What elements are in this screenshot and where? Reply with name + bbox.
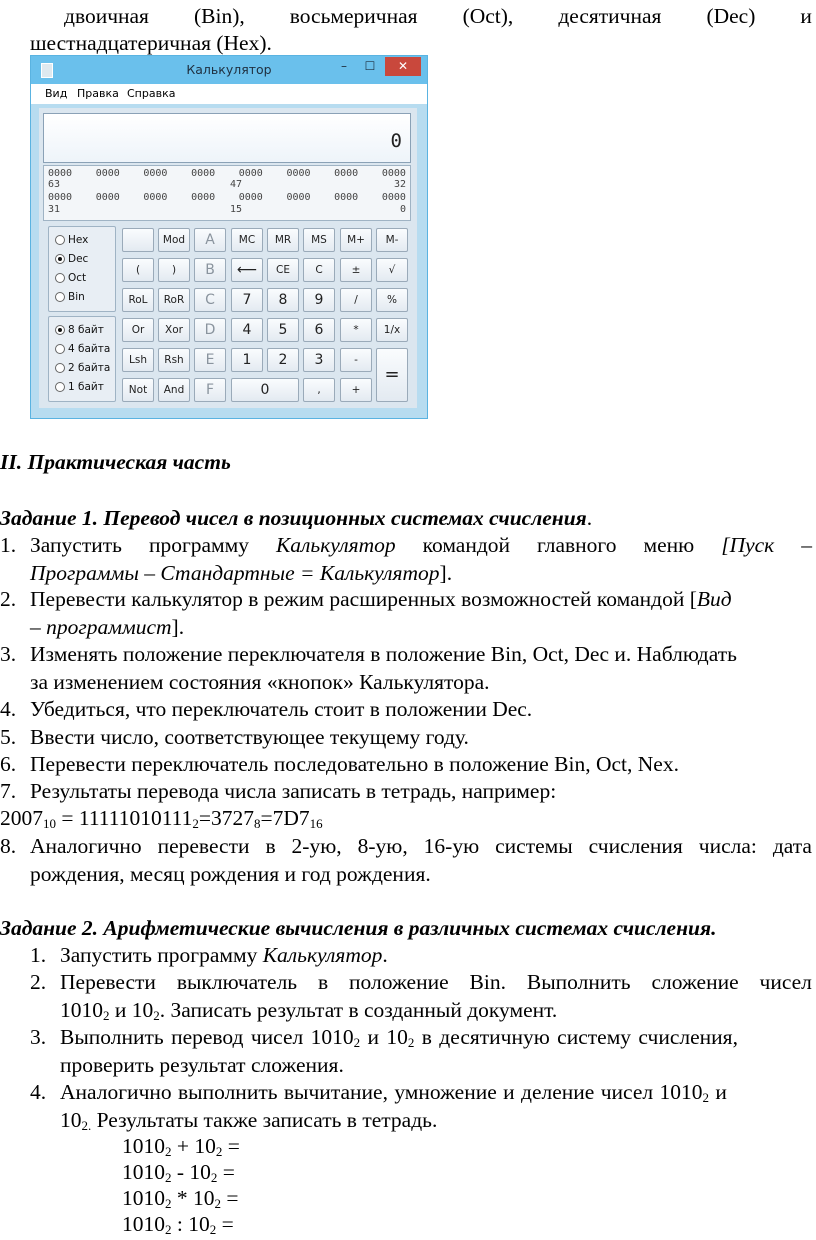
task2-item-3 — [30, 1023, 812, 1079]
section-title: II. Практическая часть — [0, 450, 231, 474]
bit-group: 0000 — [238, 192, 263, 203]
radio-label: Dec — [68, 253, 89, 265]
item-text: ]. — [171, 615, 185, 639]
equation-add — [122, 1132, 240, 1160]
item-line — [60, 1023, 812, 1051]
key-5[interactable]: 5 — [267, 318, 299, 342]
base-subscript: 2 — [210, 1170, 218, 1185]
equation-divide — [122, 1210, 234, 1238]
example-value: 11111010111 — [78, 806, 193, 830]
bit-label: 47 — [230, 179, 243, 190]
radio-label: 1 байт — [68, 381, 104, 393]
item-text: . Записать результат в созданный документ. — [159, 998, 558, 1022]
word: главного — [537, 533, 617, 557]
key-c[interactable]: C — [303, 258, 335, 282]
equation-subtract — [122, 1158, 235, 1186]
bit-group: 0000 — [334, 192, 359, 203]
item-line — [60, 996, 557, 1024]
item-text: Убедиться, что переключатель стоит в положении Dec. — [30, 697, 533, 721]
bit-group: 0000 — [48, 192, 73, 203]
radio-circle — [55, 292, 65, 302]
title-bar — [31, 56, 427, 84]
operator: + — [171, 1134, 195, 1158]
item-text: . — [382, 943, 388, 967]
item-text: в десятичную систему счисления, — [414, 1025, 738, 1049]
key-mod[interactable]: Mod — [158, 228, 190, 252]
bit-group: 0000 — [95, 192, 120, 203]
key-and[interactable]: And — [158, 378, 190, 402]
radio-oct[interactable] — [55, 272, 86, 284]
bit-label: 0 — [399, 204, 406, 215]
key-hex-c[interactable]: C — [194, 288, 226, 312]
radio-circle — [55, 273, 65, 283]
base-radio-group — [48, 226, 116, 312]
word: счисления — [588, 834, 683, 858]
bit-group: 0000 — [286, 192, 311, 203]
word: 8-ую, — [357, 834, 408, 858]
key-blank[interactable] — [122, 228, 154, 252]
base-subscript: 2 — [153, 1008, 160, 1023]
radio-label: 2 байта — [68, 362, 111, 374]
bit-group: 0000 — [286, 168, 311, 179]
item-line: Изменять положение переключателя в положение Bin, Oct, Dec и. Наблюдать — [30, 642, 737, 666]
item-line — [60, 1078, 727, 1106]
key-sqrt[interactable]: √ — [376, 258, 408, 282]
base-subscript: 2. — [81, 1118, 92, 1133]
word-size-radio-group — [48, 316, 116, 402]
task1-title-line — [0, 504, 592, 532]
key-b[interactable]: B — [194, 258, 226, 282]
item-line — [60, 968, 812, 996]
item-line — [60, 941, 388, 969]
radio-circle — [55, 344, 65, 354]
task2-item-2 — [30, 968, 812, 1024]
word: Bin. — [469, 970, 506, 994]
radio-circle — [55, 235, 65, 245]
word: в — [265, 834, 276, 858]
word: в — [318, 970, 329, 994]
key-m-plus[interactable]: M+ — [340, 228, 372, 252]
operator: * — [171, 1186, 193, 1210]
word: Запустить — [30, 533, 122, 557]
word: (Bin), — [193, 4, 245, 28]
item-number: 4. — [30, 1080, 47, 1104]
item-line — [30, 832, 812, 860]
operand: 1010 — [122, 1186, 165, 1210]
key-multiply[interactable]: * — [340, 318, 372, 342]
item-line: рождения, месяц рождения и год рождения. — [30, 862, 431, 886]
base-subscript: 2 — [165, 1222, 172, 1237]
item-text: и 10 — [360, 1025, 408, 1049]
item-text: Результаты также записать в тетрадь. — [91, 1108, 438, 1132]
item-text: ]. — [439, 561, 453, 585]
item-number: 1. — [30, 943, 47, 967]
key-1[interactable]: 1 — [231, 348, 263, 372]
word: Калькулятор — [276, 533, 396, 557]
key-open-paren[interactable]: ( — [122, 258, 154, 282]
task2-item-4 — [30, 1078, 812, 1134]
key-6[interactable]: 6 — [303, 318, 335, 342]
word: (Dec) — [706, 4, 756, 28]
key-rol[interactable]: RoL — [122, 288, 154, 312]
base-subscript: 2 — [165, 1144, 172, 1159]
radio-4-bytes[interactable] — [55, 343, 110, 355]
item-number: 8. — [0, 834, 17, 858]
key-decimal[interactable]: , — [303, 378, 335, 402]
item-text: и — [709, 1080, 727, 1104]
example-base: 8 — [254, 816, 261, 831]
task1-item-8 — [0, 832, 812, 888]
word: Выполнить — [526, 970, 631, 994]
radio-label: 8 байт — [68, 324, 104, 336]
menu-help[interactable]: Справка — [127, 87, 176, 100]
operator: - — [171, 1160, 190, 1184]
word: положение — [349, 970, 449, 994]
word: системы — [495, 834, 573, 858]
key-0[interactable]: 0 — [231, 378, 299, 402]
operand: 10 — [188, 1212, 210, 1236]
word: Перевести — [60, 970, 156, 994]
radio-1-byte[interactable] — [55, 381, 104, 393]
word: – — [801, 533, 812, 557]
display — [43, 113, 411, 163]
close-button[interactable]: ✕ — [385, 57, 421, 76]
word: командой — [422, 533, 511, 557]
radio-circle — [55, 363, 65, 373]
equals: = — [217, 1160, 235, 1184]
word: выключатель — [176, 970, 298, 994]
example-base: 16 — [309, 816, 323, 831]
base-subscript: 2 — [353, 1035, 361, 1050]
maximize-button[interactable]: ☐ — [364, 59, 376, 73]
item-text: Ввести число, соответствующее текущему году. — [30, 725, 469, 749]
radio-circle — [55, 254, 65, 264]
key-divide[interactable]: / — [340, 288, 372, 312]
base-subscript: 2 — [165, 1196, 172, 1211]
item-text: Вид — [696, 587, 732, 611]
base-subscript: 2 — [407, 1035, 415, 1050]
word: и — [800, 4, 812, 28]
operand: 1010 — [122, 1134, 165, 1158]
word: (Oct), — [462, 4, 514, 28]
equation-multiply — [122, 1184, 239, 1212]
item-text: 1010 — [60, 998, 103, 1022]
conversion-example: $2007_{10} = 11111010111_2=3727_8=7D7_{16}$ — [0, 806, 323, 831]
radio-label: Bin — [68, 291, 85, 303]
key-rsh[interactable]: Rsh — [158, 348, 190, 372]
word: десятичная — [558, 4, 662, 28]
bit-label: 63 — [48, 179, 61, 190]
key-3[interactable]: 3 — [303, 348, 335, 372]
intro-line2: шестнадцатеричная (Hex). — [30, 31, 272, 55]
key-plus[interactable]: + — [340, 378, 372, 402]
bit-row-2 — [48, 192, 406, 203]
minimize-button[interactable]: – — [341, 59, 347, 73]
bit-group: 0000 — [238, 168, 263, 179]
item-number: 2. — [0, 587, 17, 611]
key-a[interactable]: A — [194, 228, 226, 252]
word: дата — [772, 834, 812, 858]
bit-label: 15 — [230, 204, 243, 215]
item-number: 2. — [30, 970, 47, 994]
base-subscript: 2 — [209, 1222, 217, 1237]
item-text: Запустить программу — [60, 943, 263, 967]
task1-title: Задание 1. Перевод чисел в позиционных системах счисления — [0, 506, 587, 530]
key-e[interactable]: E — [194, 348, 226, 372]
equals: = — [222, 1134, 240, 1158]
radio-hex[interactable] — [55, 234, 88, 246]
word: числа: — [698, 834, 757, 858]
word: перевести — [157, 834, 250, 858]
key-minus[interactable]: - — [340, 348, 372, 372]
operand: 10 — [189, 1160, 211, 1184]
word: восьмеричная — [289, 4, 418, 28]
menu-edit[interactable]: Правка — [77, 87, 119, 100]
item-line — [30, 559, 452, 587]
key-close-paren[interactable]: ) — [158, 258, 190, 282]
word: меню — [643, 533, 695, 557]
key-equals[interactable]: = — [376, 348, 408, 402]
key-reciprocal[interactable]: 1/x — [376, 318, 408, 342]
key-8[interactable]: 8 — [267, 288, 299, 312]
bit-group: 0000 — [191, 168, 216, 179]
key-percent[interactable]: % — [376, 288, 408, 312]
item-line: проверить результат сложения. — [60, 1053, 344, 1077]
item-number: 3. — [30, 1025, 47, 1049]
item-text: Перевести калькулятор в режим расширенных возможностей командой [ — [30, 587, 697, 611]
item-line — [60, 1106, 437, 1134]
key-9[interactable]: 9 — [303, 288, 335, 312]
operator: : — [171, 1212, 189, 1236]
key-not[interactable]: Not — [122, 378, 154, 402]
base-subscript: 2 — [215, 1144, 223, 1159]
operand: 1010 — [122, 1212, 165, 1236]
item-text: Перевести переключатель последовательно в положение Bin, Oct, Nex. — [30, 752, 679, 776]
operand: 10 — [193, 1186, 215, 1210]
key-mr[interactable]: MR — [267, 228, 299, 252]
radio-2-bytes[interactable] — [55, 362, 110, 374]
bit-label: 32 — [393, 179, 406, 190]
key-ce[interactable]: CE — [267, 258, 299, 282]
equals: = — [216, 1212, 234, 1236]
calculator-window — [30, 55, 428, 419]
key-4[interactable]: 4 — [231, 318, 263, 342]
key-ms[interactable]: MS — [303, 228, 335, 252]
word: программу — [148, 533, 250, 557]
key-or[interactable]: Or — [122, 318, 154, 342]
item-line — [30, 531, 812, 559]
menu-bar — [31, 84, 427, 104]
item-number: 7. — [0, 779, 17, 803]
example-value: 3727 — [211, 806, 254, 830]
bit-group: 0000 — [191, 192, 216, 203]
item-text: Результаты перевода числа записать в тетрадь, например: — [30, 779, 557, 803]
item-number: 1. — [0, 533, 17, 557]
key-lsh[interactable]: Lsh — [122, 348, 154, 372]
word: чисел — [759, 970, 812, 994]
key-mc[interactable]: MC — [231, 228, 263, 252]
item-text: Программы – Стандартные = Калькулятор — [30, 561, 440, 585]
word: 2-ую, — [291, 834, 342, 858]
key-backspace[interactable]: ⟵ — [231, 258, 263, 282]
bit-row-1 — [48, 168, 406, 179]
key-f[interactable]: F — [194, 378, 226, 402]
key-7[interactable]: 7 — [231, 288, 263, 312]
display-value: 0 — [390, 130, 402, 152]
base-subscript: 2 — [165, 1170, 172, 1185]
base-subscript: 2 — [702, 1090, 709, 1105]
base-subscript: 2 — [214, 1196, 221, 1211]
key-m-minus[interactable]: M- — [376, 228, 408, 252]
task1-title-end: . — [586, 506, 593, 530]
item-line — [30, 585, 732, 613]
radio-circle — [55, 382, 65, 392]
item-line: за изменением состояния «кнопок» Калькулятора. — [30, 670, 490, 694]
item-number: 4. — [0, 697, 17, 721]
task2-title: Задание 2. Арифметические вычисления в различных системах счисления. — [0, 916, 717, 940]
bit-group: 0000 — [381, 192, 406, 203]
radio-label: 4 байта — [68, 343, 111, 355]
word: 16-ую — [423, 834, 480, 858]
example-value: 2007 — [0, 806, 43, 830]
key-d[interactable]: D — [194, 318, 226, 342]
item-text: – программист — [30, 615, 172, 639]
item-text: Калькулятор — [262, 943, 383, 967]
example-base: 10 — [43, 816, 56, 831]
item-text: Аналогично выполнить вычитание, умножение и деление чисел 1010 — [60, 1080, 703, 1104]
bit-display — [43, 165, 411, 221]
radio-label: Hex — [68, 234, 89, 246]
radio-dec[interactable] — [55, 253, 88, 265]
word: [Пуск — [721, 533, 775, 557]
operand: 1010 — [122, 1160, 165, 1184]
key-ror[interactable]: RoR — [158, 288, 190, 312]
operand: 10 — [194, 1134, 216, 1158]
bit-group: 0000 — [48, 168, 73, 179]
bit-group: 0000 — [95, 168, 120, 179]
item-text: и 10 — [109, 998, 154, 1022]
bit-label: 31 — [48, 204, 61, 215]
word: Аналогично — [30, 834, 142, 858]
task1-item-1 — [0, 531, 812, 587]
radio-label: Oct — [68, 272, 87, 284]
item-text: 10 — [60, 1108, 82, 1132]
bit-group: 0000 — [143, 168, 168, 179]
item-number: 5. — [0, 725, 17, 749]
radio-bin[interactable] — [55, 291, 85, 303]
example-value: 7D7 — [272, 806, 310, 830]
base-subscript: 2 — [103, 1008, 110, 1023]
key-2[interactable]: 2 — [267, 348, 299, 372]
example-base: 2 — [192, 816, 199, 831]
word: двоичная — [64, 4, 149, 28]
key-plus-minus[interactable]: ± — [340, 258, 372, 282]
word: сложение — [651, 970, 739, 994]
equals: = — [221, 1186, 239, 1210]
item-number: 3. — [0, 642, 17, 666]
intro-line1 — [64, 2, 812, 30]
menu-view[interactable]: Вид — [45, 87, 68, 100]
key-xor[interactable]: Xor — [158, 318, 190, 342]
radio-8-bytes[interactable] — [55, 324, 104, 336]
window-title: Калькулятор — [186, 62, 272, 77]
bit-group: 0000 — [381, 168, 406, 179]
item-line — [30, 613, 184, 641]
bit-group: 0000 — [334, 168, 359, 179]
item-text: Выполнить перевод чисел 1010 — [60, 1025, 354, 1049]
item-number: 6. — [0, 752, 17, 776]
bit-group: 0000 — [143, 192, 168, 203]
radio-circle — [55, 325, 65, 335]
